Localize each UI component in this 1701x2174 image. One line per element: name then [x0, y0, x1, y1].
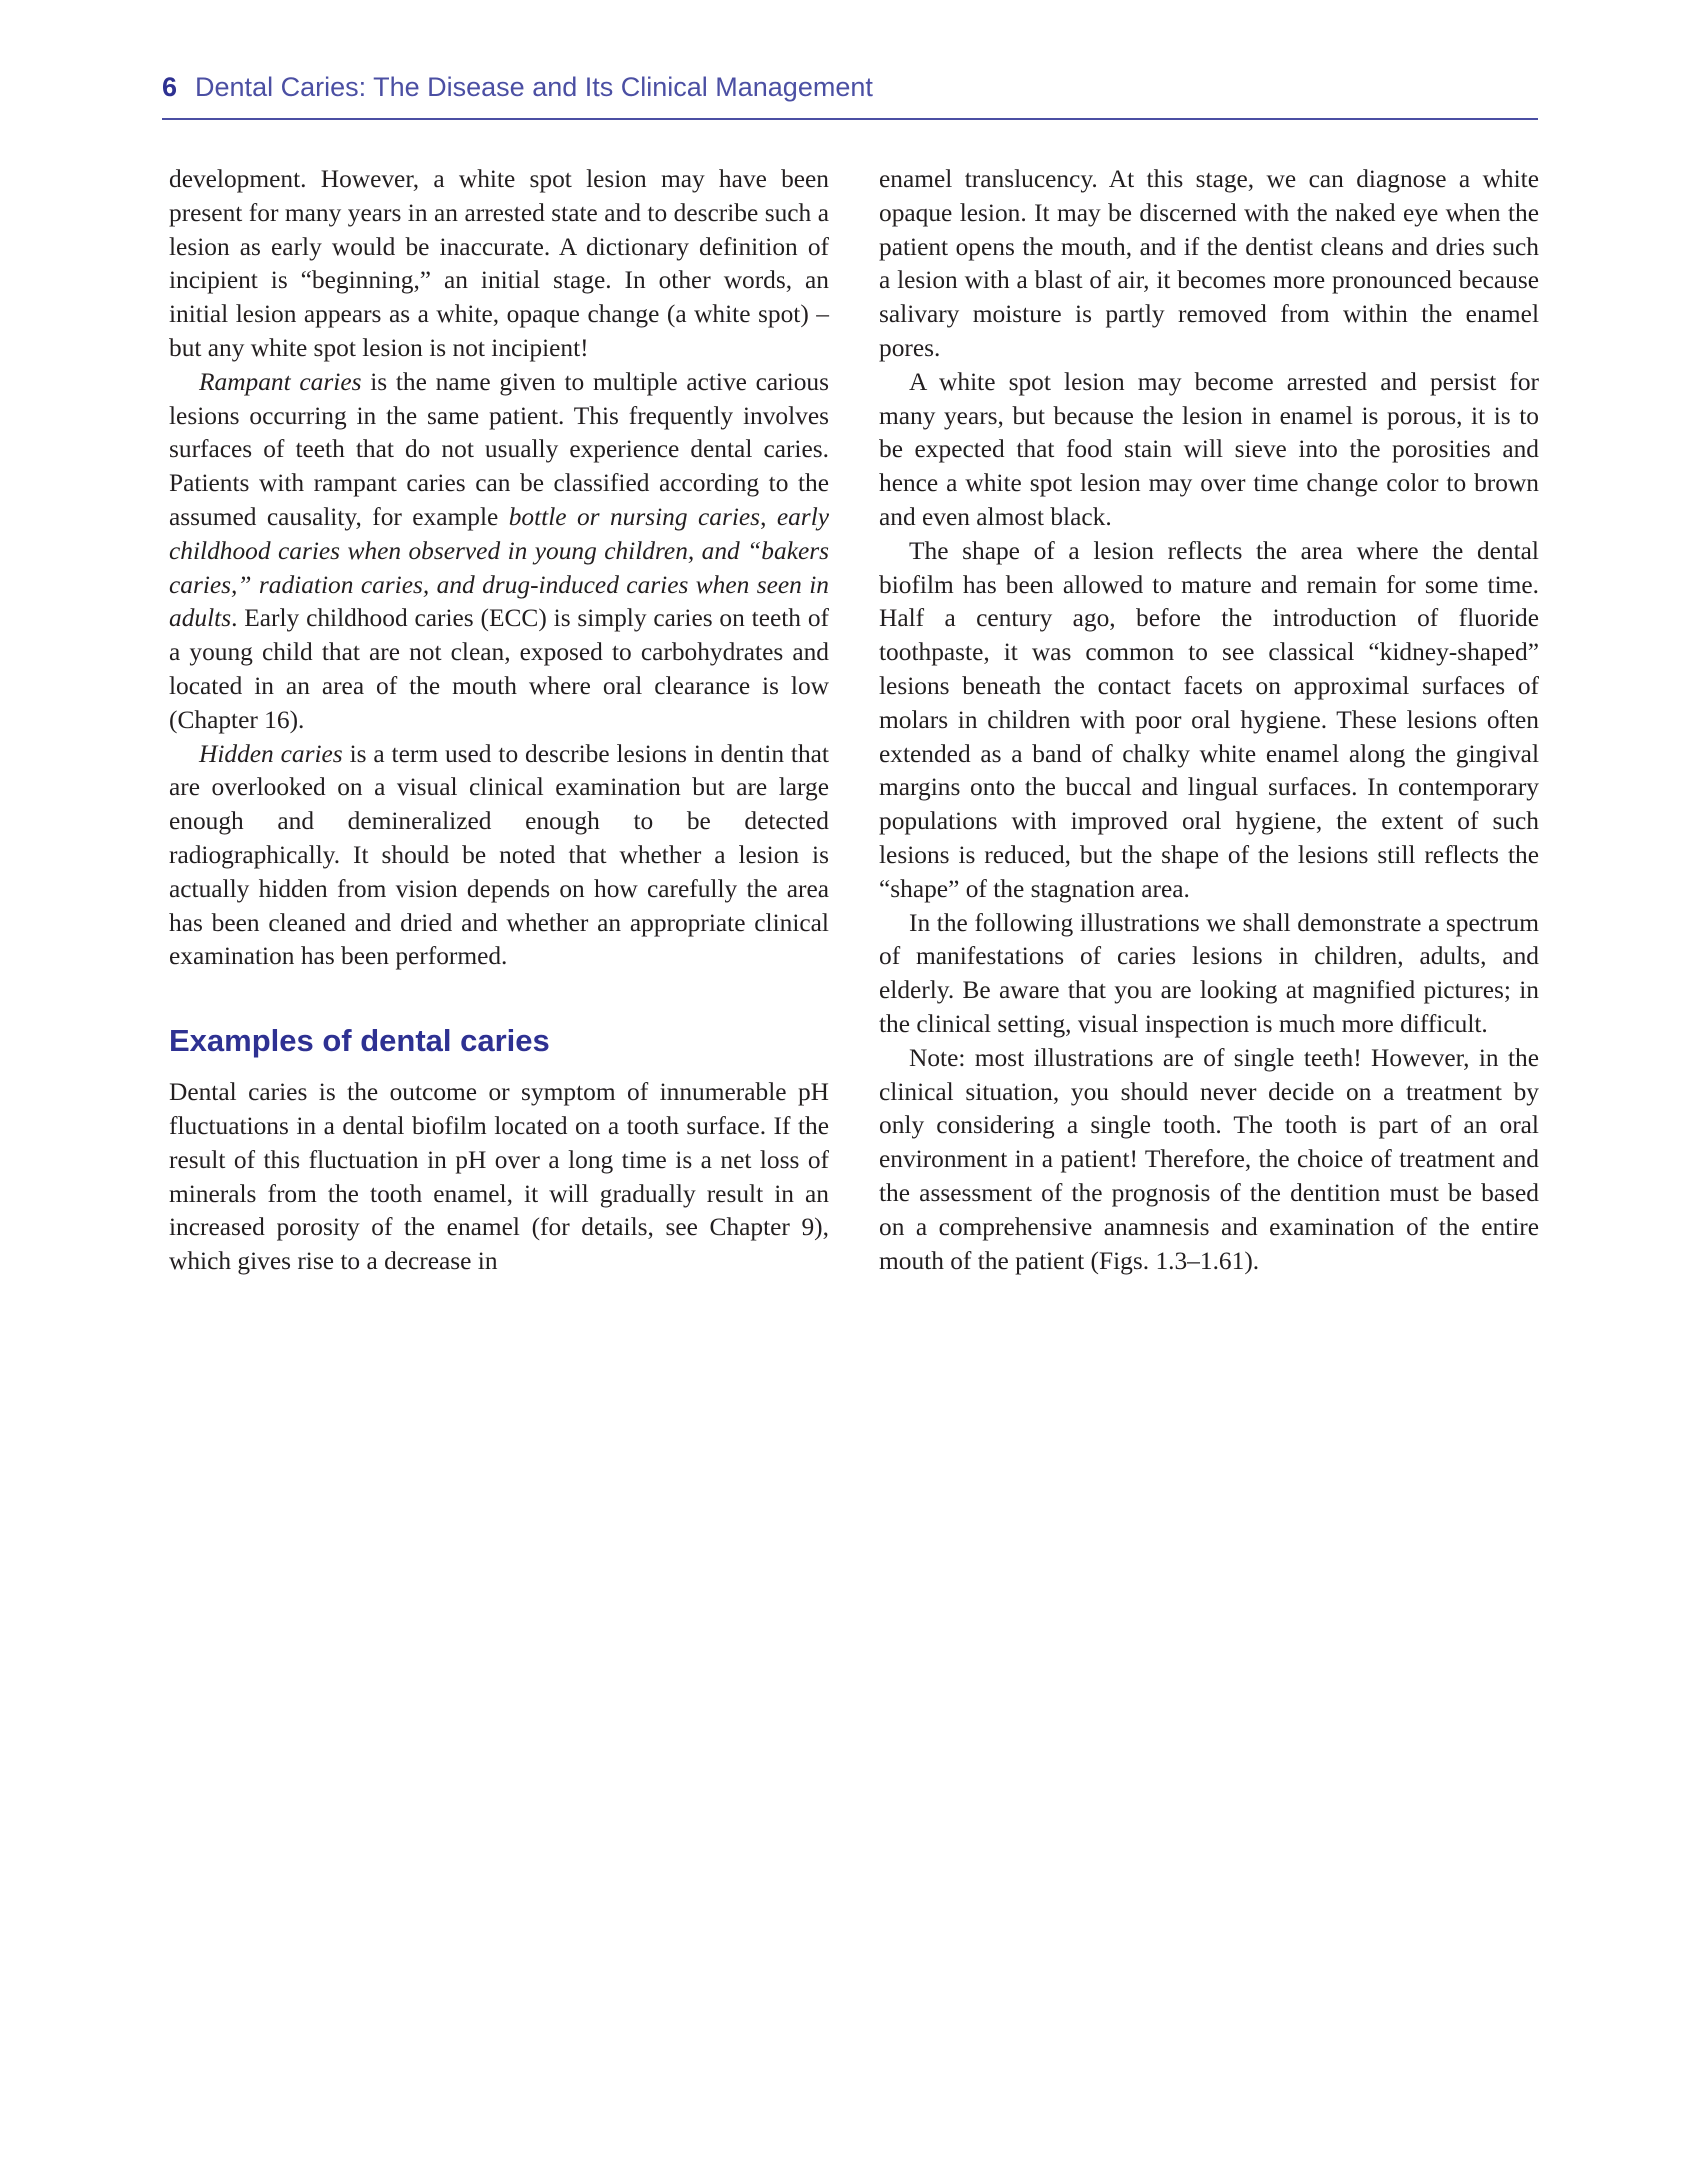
- paragraph: development. However, a white spot lesion may have been present for many years in an arrested state and to describe such a lesion as early would be inaccurate. A dictionary definition of incipient is “beginning,” an initial stage. In other words, an initial lesion appears as a white, opaque change (a white spot) – but any white spot lesion is not incipient!: [169, 165, 829, 362]
- right-column: [879, 163, 1539, 1278]
- paragraph: A white spot lesion may become arrested and persist for many years, but because the lesion in enamel is porous, it is to be expected that food stain will sieve into the porosities and hence a white spot lesion may over time change color to brown and even almost black.: [879, 367, 1539, 531]
- term-hidden-caries: Hidden caries: [199, 739, 343, 768]
- running-title: Dental Caries: The Disease and Its Clinical Management: [195, 72, 873, 102]
- paragraph: In the following illustrations we shall demonstrate a spectrum of manifestations of caries lesions in children, adults, and elderly. Be aware that you are looking at magnified pictures; in the clinical setting, visual inspection is much more difficult.: [879, 908, 1539, 1038]
- left-column: [169, 163, 829, 1279]
- paragraph: enamel translucency. At this stage, we can diagnose a white opaque lesion. It may be discerned with the naked eye when the patient opens the mouth, and if the dentist cleans and dries such a lesion with a blast of air, it becomes more pronounced because salivary moisture is partly removed from within the enamel pores.: [879, 165, 1539, 362]
- paragraph: The shape of a lesion reflects the area where the dental biofilm has been allowed to mature and remain for some time. Half a century ago, before the introduction of fluoride toothpaste, it was common to see classical “kidney-shaped” lesions beneath the contact facets on approximal surfaces of molars in children with poor oral hygiene. These lesions often extended as a band of chalky white enamel along the gingival margins onto the buccal and lingual surfaces. In contemporary populations with improved oral hygiene, the extent of such lesions is reduced, but the shape of the lesions still reflects the “shape” of the stagnation area.: [879, 536, 1539, 903]
- paragraph: Dental caries is the outcome or symptom of innumerable pH fluctuations in a dental biofilm located on a tooth surface. If the result of this fluctuation in pH over a long time is a net loss of minerals from the tooth enamel, it will gradually result in an increased porosity of the enamel (for details, see Chapter 9), which gives rise to a decrease in: [169, 1078, 829, 1276]
- paragraph-hidden-caries: Hidden caries is a term used to describe lesions in dentin that are overlooked on a visual clinical examination but are large enough and demineralized enough to be detected radiographically. It should be noted that whether a lesion is actually hidden from vision depends on how carefully the area has been cleaned and dried and whether an appropriate clinical examination has been performed.: [169, 739, 829, 971]
- page-number: 6: [162, 72, 178, 102]
- running-header: [162, 72, 1538, 120]
- paragraph-rampant-caries: Rampant caries is the name given to multiple active carious lesions occurring in the same patient. This frequently involves surfaces of teeth that do not usually experience dental caries. Patients with rampant caries can be classified according to the assumed causality, for example bottle or nursing caries, early childhood caries when observed in young children, and “bakers caries,” radiation caries, and drug-induced caries when seen in adults. Early childhood caries (ECC) is simply caries on teeth of a young child that are not clean, exposed to carbohydrates and located in an area of the mouth where oral clearance is low (Chapter 16).: [169, 367, 830, 734]
- term-rampant-caries: Rampant caries: [199, 367, 362, 396]
- paragraph: Note: most illustrations are of single teeth! However, in the clinical situation, you should never decide on a treatment by only considering a single tooth. The tooth is part of an oral environment in a patient! Therefore, the choice of treatment and the assessment of the prognosis of the dentition must be based on a comprehensive anamnesis and examination of the entire mouth of the patient (Figs. 1.3–1.61).: [879, 1043, 1539, 1275]
- section-heading: Examples of dental caries: [169, 1023, 550, 1059]
